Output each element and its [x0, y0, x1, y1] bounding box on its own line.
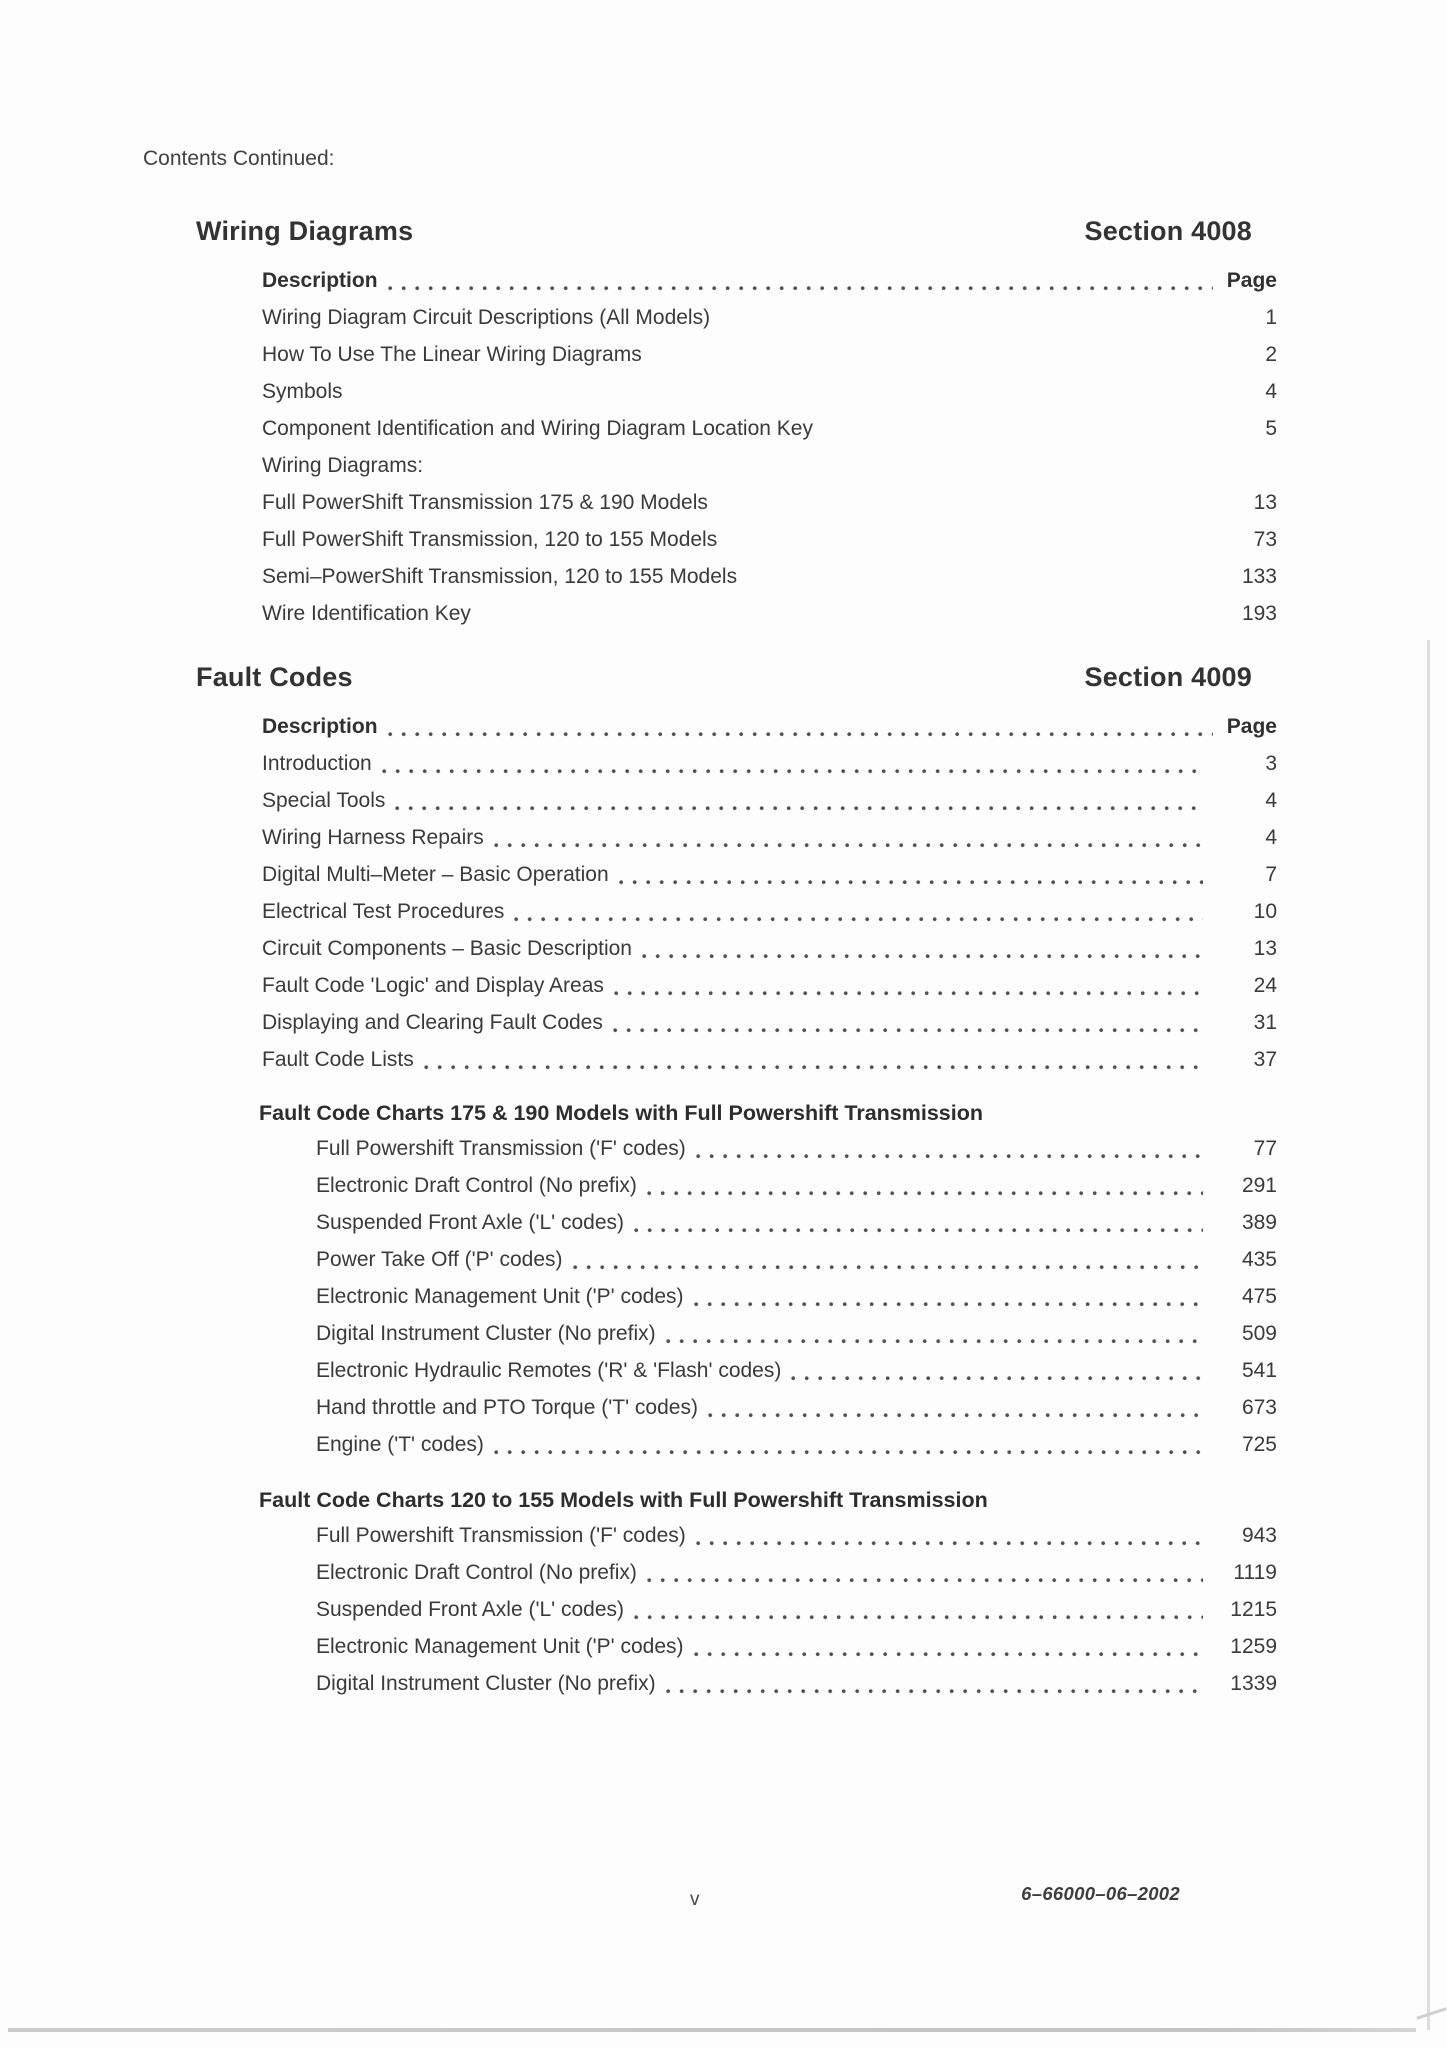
toc-entry-page-number: 1	[1265, 306, 1277, 329]
leader-spacer	[652, 360, 1213, 365]
scan-page-edge-horizontal	[8, 2028, 1416, 2032]
dot-leader	[696, 1541, 1203, 1546]
toc-entry-label: Power Take Off ('P' codes)	[316, 1248, 563, 1271]
dot-leader	[647, 1578, 1203, 1583]
dot-leader	[395, 806, 1203, 811]
toc-entry-page-number: 31	[1253, 1011, 1277, 1034]
toc-entry-row	[262, 447, 1277, 484]
toc-entry-row	[316, 1315, 1277, 1352]
toc-entry-page-number: 475	[1241, 1285, 1277, 1308]
leader-spacer	[727, 545, 1213, 550]
dot-leader	[708, 1413, 1203, 1418]
section-title-row	[196, 660, 1252, 694]
toc-entry-page-number: 1259	[1230, 1635, 1277, 1658]
leader-spacer	[481, 619, 1213, 624]
dot-leader	[388, 732, 1213, 737]
toc-entry-page-number: 10	[1253, 900, 1277, 923]
toc-entry-page-number: 24	[1253, 974, 1277, 997]
toc-entry-row	[262, 410, 1277, 447]
description-page-header-row	[262, 708, 1277, 745]
toc-entry-page-number: 4	[1265, 789, 1277, 812]
toc-entry-label: Introduction	[262, 752, 372, 775]
toc-entry-label: Wire Identification Key	[262, 602, 471, 625]
dot-leader	[613, 1028, 1203, 1033]
dot-leader	[514, 917, 1203, 922]
toc-entry-label: Engine ('T' codes)	[316, 1433, 484, 1456]
toc-entry-row	[262, 373, 1277, 410]
toc-entry-row	[262, 484, 1277, 521]
toc-section	[0, 660, 1447, 1702]
toc-entry-row	[262, 967, 1277, 1004]
dot-leader	[791, 1376, 1203, 1381]
toc-entry-row	[262, 930, 1277, 967]
toc-entry-label: Symbols	[262, 380, 343, 403]
toc-entry-label: Electronic Draft Control (No prefix)	[316, 1174, 637, 1197]
toc-entry-page-number: 1215	[1230, 1598, 1277, 1621]
toc-subheader: Fault Code Charts 175 & 190 Models with Full Powershift Transmission	[259, 1101, 983, 1125]
toc-entry-row	[262, 819, 1277, 856]
dot-leader	[634, 1228, 1203, 1233]
leader-spacer	[823, 434, 1213, 439]
toc-entry-label: Digital Instrument Cluster (No prefix)	[316, 1322, 656, 1345]
toc-entry-row	[262, 1041, 1277, 1078]
footer-document-code: 6–66000–06–2002	[1021, 1883, 1180, 1904]
page-column-label: Page	[1226, 715, 1277, 738]
toc-entry-row	[262, 782, 1277, 819]
toc-entry-row	[316, 1130, 1277, 1167]
contents-continued-label: Contents Continued:	[143, 147, 335, 170]
toc-entry-label: Digital Instrument Cluster (No prefix)	[316, 1672, 656, 1695]
dot-leader	[614, 991, 1203, 996]
toc-entry-label: Wiring Harness Repairs	[262, 826, 484, 849]
dot-leader	[382, 769, 1203, 774]
toc-entry-label: Circuit Components – Basic Description	[262, 937, 632, 960]
dot-leader	[494, 843, 1203, 848]
toc-entry-page-number: 5	[1265, 417, 1277, 440]
dot-leader	[642, 954, 1203, 959]
toc-entry-label: Full PowerShift Transmission 175 & 190 Models	[262, 491, 708, 514]
toc-entry-label: Suspended Front Axle ('L' codes)	[316, 1211, 625, 1234]
dot-leader	[666, 1339, 1203, 1344]
toc-entry-label: Suspended Front Axle ('L' codes)	[316, 1598, 625, 1621]
toc-subheader: Fault Code Charts 120 to 155 Models with Full Powershift Transmission	[259, 1488, 988, 1512]
toc-entry-page-number: 7	[1265, 863, 1277, 886]
toc-entry-label: Special Tools	[262, 789, 386, 812]
toc-entry-page-number: 37	[1253, 1048, 1277, 1071]
leader-spacer	[720, 323, 1213, 328]
toc-entry-row	[316, 1554, 1277, 1591]
toc-entry-page-number: 2	[1265, 343, 1277, 366]
scan-page-edge-vertical	[1427, 640, 1430, 2030]
toc-section	[0, 214, 1447, 632]
toc-entry-label: How To Use The Linear Wiring Diagrams	[262, 343, 642, 366]
toc-entry-label: Digital Multi–Meter – Basic Operation	[262, 863, 609, 886]
toc-entry-row	[316, 1517, 1277, 1554]
toc-entry-page-number: 13	[1253, 937, 1277, 960]
dot-leader	[696, 1154, 1203, 1159]
toc-entry-row	[316, 1665, 1277, 1702]
toc-entry-label: Electronic Draft Control (No prefix)	[316, 1561, 637, 1584]
toc-entry-row	[262, 893, 1277, 930]
toc-entry-page-number: 943	[1241, 1524, 1277, 1547]
section-title-row	[196, 214, 1252, 248]
toc-entry-page-number: 389	[1241, 1211, 1277, 1234]
section-number: Section 4009	[1084, 662, 1252, 692]
toc-entry-page-number: 4	[1265, 380, 1277, 403]
toc-entry-row	[262, 558, 1277, 595]
dot-leader	[694, 1302, 1203, 1307]
footer-page-number: v	[690, 1889, 700, 1910]
leader-spacer	[433, 471, 1213, 476]
scan-page-edge-corner	[1416, 2007, 1446, 2019]
toc-entry-page-number: 3	[1265, 752, 1277, 775]
dot-leader	[619, 880, 1203, 885]
toc-entry-label: Electronic Management Unit ('P' codes)	[316, 1635, 684, 1658]
toc-entry-row	[262, 745, 1277, 782]
dot-leader	[694, 1652, 1203, 1657]
toc-entry-label: Component Identification and Wiring Diagram Location Key	[262, 417, 813, 440]
description-column-label: Description	[262, 715, 378, 738]
toc-entry-row	[316, 1167, 1277, 1204]
leader-spacer	[747, 582, 1213, 587]
leader-spacer	[353, 397, 1213, 402]
toc-entry-page-number: 1119	[1233, 1561, 1277, 1584]
leader-spacer	[718, 508, 1213, 513]
toc-entry-label: Electronic Hydraulic Remotes ('R' & 'Flash' codes)	[316, 1359, 782, 1382]
toc-sections	[0, 214, 1447, 1702]
toc-entry-page-number: 435	[1241, 1248, 1277, 1271]
toc-entry-row	[316, 1389, 1277, 1426]
toc-entry-page-number: 725	[1241, 1433, 1277, 1456]
toc-entry-label: Hand throttle and PTO Torque ('T' codes)	[316, 1396, 698, 1419]
toc-entry-row	[262, 595, 1277, 632]
toc-entry-page-number: 1339	[1230, 1672, 1277, 1695]
toc-entry-label: Full Powershift Transmission ('F' codes)	[316, 1524, 686, 1547]
toc-entry-label: Electronic Management Unit ('P' codes)	[316, 1285, 684, 1308]
toc-entry-row	[262, 856, 1277, 893]
dot-leader	[634, 1615, 1203, 1620]
description-column-label: Description	[262, 269, 378, 292]
toc-entry-row	[316, 1204, 1277, 1241]
page-column-label: Page	[1226, 269, 1277, 292]
toc-entry-label: Full PowerShift Transmission, 120 to 155 Models	[262, 528, 718, 551]
dot-leader	[494, 1450, 1203, 1455]
toc-entry-row	[316, 1628, 1277, 1665]
toc-entry-page-number: 291	[1241, 1174, 1277, 1197]
toc-entry-label: Displaying and Clearing Fault Codes	[262, 1011, 603, 1034]
toc-entry-label: Full Powershift Transmission ('F' codes)	[316, 1137, 686, 1160]
toc-entry-row	[316, 1278, 1277, 1315]
toc-entry-page-number: 13	[1253, 491, 1277, 514]
toc-entry-label: Wiring Diagrams:	[262, 454, 424, 477]
toc-entry-row	[316, 1352, 1277, 1389]
dot-leader	[666, 1689, 1203, 1694]
dot-leader	[647, 1191, 1203, 1196]
toc-entry-row	[262, 299, 1277, 336]
toc-entry-row	[316, 1426, 1277, 1463]
toc-entry-page-number: 541	[1241, 1359, 1277, 1382]
toc-entry-page-number: 673	[1241, 1396, 1277, 1419]
toc-entry-label: Electrical Test Procedures	[262, 900, 505, 923]
section-number: Section 4008	[1084, 216, 1252, 246]
dot-leader	[573, 1265, 1203, 1270]
toc-entry-page-number: 4	[1265, 826, 1277, 849]
dot-leader	[424, 1065, 1203, 1070]
toc-entry-row	[262, 521, 1277, 558]
toc-entry-label: Semi–PowerShift Transmission, 120 to 155 Models	[262, 565, 738, 588]
section-title: Wiring Diagrams	[196, 216, 414, 246]
toc-entry-page-number: 193	[1241, 602, 1277, 625]
toc-entry-label: Fault Code 'Logic' and Display Areas	[262, 974, 604, 997]
section-title: Fault Codes	[196, 662, 353, 692]
toc-entry-page-number: 73	[1253, 528, 1277, 551]
toc-entry-label: Fault Code Lists	[262, 1048, 414, 1071]
toc-entry-row	[262, 1004, 1277, 1041]
toc-entry-page-number: 133	[1241, 565, 1277, 588]
description-page-header-row	[262, 262, 1277, 299]
toc-entry-page-number: 509	[1241, 1322, 1277, 1345]
dot-leader	[388, 286, 1213, 291]
toc-entry-row	[316, 1591, 1277, 1628]
toc-entry-row	[262, 336, 1277, 373]
toc-entry-label: Wiring Diagram Circuit Descriptions (All Models)	[262, 306, 711, 329]
toc-entry-row	[316, 1241, 1277, 1278]
toc-entry-page-number: 77	[1253, 1137, 1277, 1160]
